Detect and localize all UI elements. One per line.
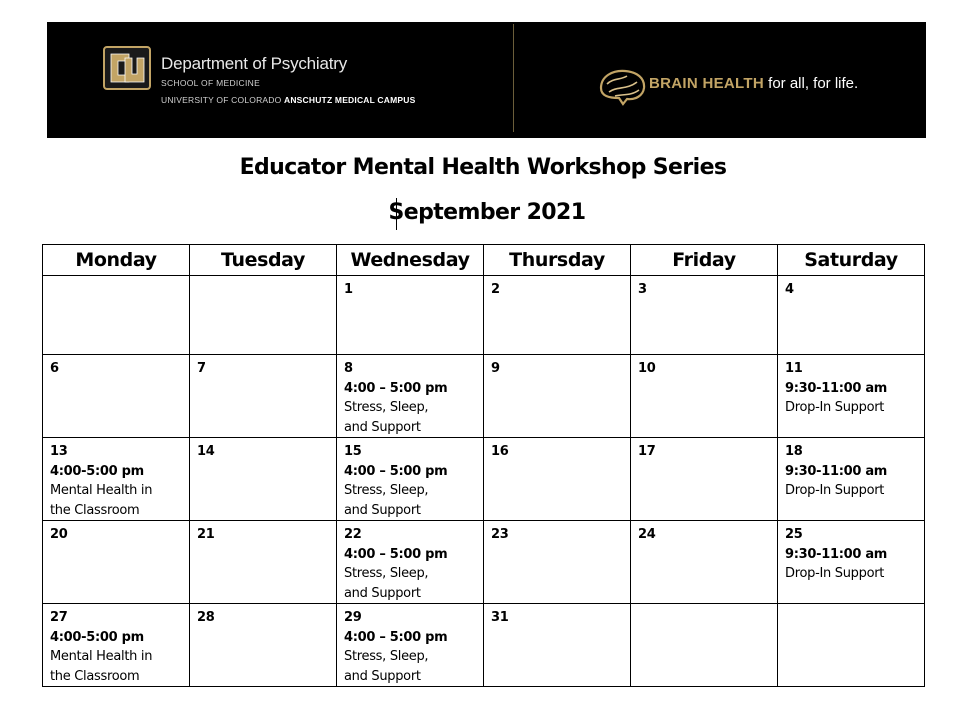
calendar-table — [42, 244, 925, 687]
weekday-header: Saturday — [778, 245, 925, 276]
day-number: 17 — [638, 444, 656, 459]
calendar-day-cell — [631, 604, 778, 687]
event-title: Mental Health in the Classroom — [50, 649, 153, 684]
calendar-day-cell — [778, 438, 925, 521]
event-title: Stress, Sleep, and Support — [344, 483, 429, 518]
calendar-body — [43, 276, 925, 687]
day-number: 2 — [491, 282, 500, 297]
event-time: 4:00-5:00 pm — [50, 629, 144, 645]
calendar-day-cell — [190, 604, 337, 687]
banner-divider — [513, 24, 514, 132]
day-cell-content — [337, 276, 483, 300]
calendar-day-cell — [43, 276, 190, 355]
day-number: 28 — [197, 610, 215, 625]
day-cell-content — [337, 521, 483, 603]
campus-name — [161, 95, 415, 105]
day-cell-content — [778, 276, 924, 300]
day-number: 16 — [491, 444, 509, 459]
day-number: 25 — [785, 527, 803, 542]
day-cell-content — [43, 521, 189, 545]
calendar-day-cell — [337, 521, 484, 604]
weekday-header: Wednesday — [337, 245, 484, 276]
campus-bold: ANSCHUTZ MEDICAL CAMPUS — [284, 95, 416, 105]
calendar-day-cell — [778, 355, 925, 438]
day-number: 18 — [785, 444, 803, 459]
calendar-day-cell — [43, 604, 190, 687]
month-heading: September 2021 — [388, 200, 586, 225]
brain-health-tagline — [649, 75, 858, 92]
event-time: 4:00 – 5:00 pm — [344, 380, 448, 396]
day-number: 20 — [50, 527, 68, 542]
calendar-day-cell — [190, 355, 337, 438]
calendar-day-cell — [631, 438, 778, 521]
day-cell-content — [190, 521, 336, 545]
day-cell-content — [484, 521, 630, 545]
event-title: Mental Health in the Classroom — [50, 483, 153, 518]
day-cell-content — [631, 276, 777, 300]
event-time: 9:30-11:00 am — [785, 463, 888, 479]
calendar-day-cell — [190, 276, 337, 355]
document-title: Educator Mental Health Workshop Series — [239, 155, 727, 180]
day-number: 9 — [491, 361, 500, 376]
weekday-header: Monday — [43, 245, 190, 276]
calendar-day-cell — [43, 438, 190, 521]
day-cell-content — [484, 438, 630, 462]
day-cell-content — [190, 604, 336, 628]
calendar-week-row — [43, 521, 925, 604]
calendar-day-cell — [337, 355, 484, 438]
calendar-day-cell — [190, 438, 337, 521]
calendar-week-row — [43, 604, 925, 687]
event-title: Drop-In Support — [785, 483, 885, 498]
day-cell-content — [337, 438, 483, 520]
event-time: 9:30-11:00 am — [785, 546, 888, 562]
day-cell-content — [43, 438, 189, 520]
weekday-header: Tuesday — [190, 245, 337, 276]
day-cell-content — [190, 355, 336, 379]
day-cell-content — [43, 355, 189, 379]
calendar-day-cell — [484, 276, 631, 355]
calendar-week-row — [43, 438, 925, 521]
day-cell-content — [190, 276, 336, 280]
event-time: 9:30-11:00 am — [785, 380, 888, 396]
day-cell-content — [631, 438, 777, 462]
day-number: 15 — [344, 444, 362, 459]
day-cell-content — [778, 604, 924, 608]
day-number: 1 — [344, 282, 353, 297]
calendar-day-cell — [337, 604, 484, 687]
day-number: 31 — [491, 610, 509, 625]
weekday-header: Thursday — [484, 245, 631, 276]
day-number: 13 — [50, 444, 68, 459]
event-time: 4:00 – 5:00 pm — [344, 463, 448, 479]
event-title: Stress, Sleep, and Support — [344, 649, 429, 684]
day-cell-content — [778, 438, 924, 501]
event-title: Stress, Sleep, and Support — [344, 400, 429, 435]
calendar-day-cell — [337, 438, 484, 521]
calendar-day-cell — [337, 276, 484, 355]
calendar-week-row — [43, 355, 925, 438]
calendar-week-row — [43, 276, 925, 355]
event-time: 4:00 – 5:00 pm — [344, 629, 448, 645]
calendar-day-cell — [631, 355, 778, 438]
day-number: 8 — [344, 361, 353, 376]
calendar-day-cell — [190, 521, 337, 604]
header-banner — [47, 22, 926, 138]
calendar-day-cell — [484, 521, 631, 604]
calendar-day-cell — [778, 521, 925, 604]
brain-health-label: BRAIN HEALTH — [649, 75, 764, 92]
event-title: Stress, Sleep, and Support — [344, 566, 429, 601]
day-cell-content — [484, 276, 630, 300]
calendar-day-cell — [484, 604, 631, 687]
weekday-header-row — [43, 245, 925, 276]
day-number: 10 — [638, 361, 656, 376]
event-time: 4:00 – 5:00 pm — [344, 546, 448, 562]
day-number: 4 — [785, 282, 794, 297]
school-name: SCHOOL OF MEDICINE — [161, 78, 261, 88]
department-name: Department of Psychiatry — [161, 54, 348, 73]
day-cell-content — [337, 355, 483, 437]
brain-icon — [597, 66, 649, 106]
day-cell-content — [778, 521, 924, 584]
calendar-day-cell — [484, 355, 631, 438]
weekday-header: Friday — [631, 245, 778, 276]
day-number: 24 — [638, 527, 656, 542]
day-number: 11 — [785, 361, 803, 376]
day-cell-content — [631, 604, 777, 608]
day-cell-content — [484, 355, 630, 379]
calendar-day-cell — [43, 521, 190, 604]
day-cell-content — [778, 355, 924, 418]
day-number: 27 — [50, 610, 68, 625]
calendar-day-cell — [631, 276, 778, 355]
day-number: 23 — [491, 527, 509, 542]
day-number: 29 — [344, 610, 362, 625]
calendar-day-cell — [778, 276, 925, 355]
day-cell-content — [190, 438, 336, 462]
day-cell-content — [631, 355, 777, 379]
event-time: 4:00-5:00 pm — [50, 463, 144, 479]
event-title: Drop-In Support — [785, 400, 885, 415]
cu-logo-icon — [103, 46, 151, 90]
day-cell-content — [484, 604, 630, 628]
day-cell-content — [43, 276, 189, 280]
day-number: 7 — [197, 361, 206, 376]
event-title: Drop-In Support — [785, 566, 885, 581]
day-cell-content — [337, 604, 483, 686]
day-cell-content — [631, 521, 777, 545]
calendar-day-cell — [484, 438, 631, 521]
calendar-day-cell — [43, 355, 190, 438]
day-number: 3 — [638, 282, 647, 297]
tagline: for all, for life. — [763, 75, 859, 92]
day-number: 14 — [197, 444, 215, 459]
day-number: 21 — [197, 527, 215, 542]
calendar-day-cell — [778, 604, 925, 687]
day-number: 22 — [344, 527, 362, 542]
day-cell-content — [43, 604, 189, 686]
day-number: 6 — [50, 361, 59, 376]
calendar-day-cell — [631, 521, 778, 604]
university-name: UNIVERSITY OF COLORADO — [161, 95, 284, 105]
